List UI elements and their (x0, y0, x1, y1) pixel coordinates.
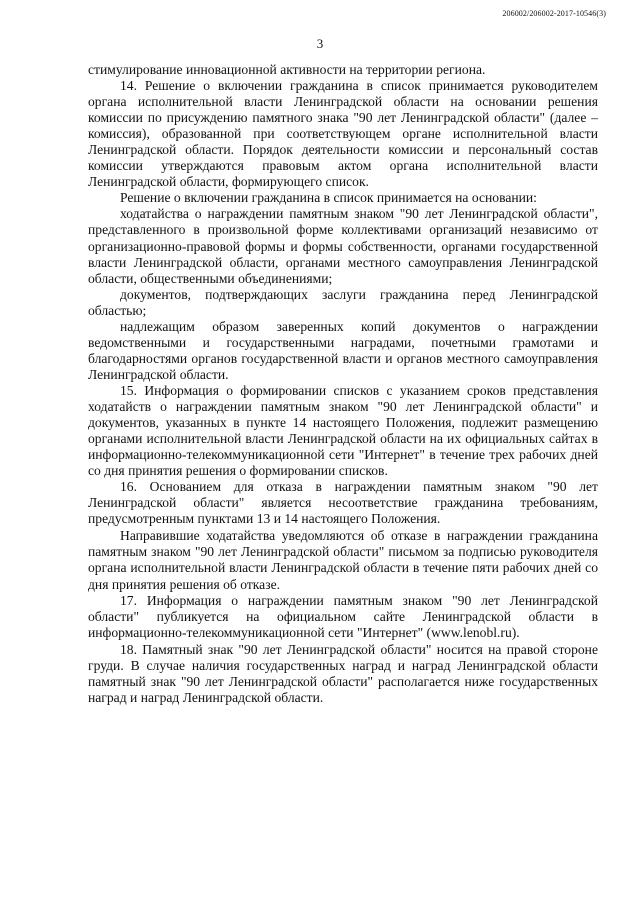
paragraph-basis-intro: Решение о включении гражданина в список принимается на основании: (120, 190, 537, 206)
paragraph-item-14: 14. Решение о включении гражданина в список принимается руководителем органа исполнительной власти Ленинградской области на основании решения комиссии по присуждению памятного знака "90 лет Ленинградской области" (далее – комиссия), образованной при соответствующем органе исполнительной власти Ленинградской области. Порядок деятельности комиссии и персональный состав комиссии утверждаются правовым актом органа исполнительной власти Ленинградской области, формирующего список. (88, 78, 598, 190)
paragraph-basis-documents: документов, подтверждающих заслуги гражданина перед Ленинградской областью; (88, 286, 598, 318)
page-number: 3 (316, 36, 324, 51)
paragraph-item-15: 15. Информация о формировании списков с указанием сроков представления ходатайств о награждении памятным знаком "90 лет Ленинградской области" и документов, указанных в пункте 14 настоящего Положения, подлежит размещению органами исполнительной власти Ленинградской области на их официальных сайтах в информационно-телекоммуникационной сети "Интернет" в течение трех рабочих дней со дня принятия решения о формировании списков. (88, 382, 598, 479)
document-body (88, 62, 598, 706)
paragraph-item-18: 18. Памятный знак "90 лет Ленинградской области" носится на правой стороне груди. В случае наличия государственных наград и наград Ленинградской области памятный знак "90 лет Ленинградской области" располагается ниже государственных наград и наград Ленинградской области. (88, 641, 598, 705)
paragraph-basis-petition: ходатайства о награждении памятным знаком "90 лет Ленинградской области", представленного в произвольной форме коллективами организаций независимо от организационно-правовой формы и формы собственности, органами государственной власти Ленинградской области, органами местного самоуправления Ленинградской области, общественными объединениями; (88, 206, 598, 286)
paragraph-basis-copies: надлежащим образом заверенных копий документов о награждении ведомственными и государственными наградами, почетными грамотами и благодарностями органов государственной власти и органов местного самоуправления Ленинградской области. (88, 318, 598, 382)
paragraph-item-17: 17. Информация о награждении памятным знаком "90 лет Ленинградской области" публикуется на официальном сайте Ленинградской области в информационно-телекоммуникационной сети "Интернет" (www.lenobl.ru). (88, 592, 598, 640)
paragraph-refusal-notice: Направившие ходатайства уведомляются об отказе в награждении гражданина памятным знаком "90 лет Ленинградской области" письмом за подписью руководителя органа исполнительной власти Ленинградской области в течение пяти рабочих дней со дня принятия решения об отказе. (88, 528, 598, 592)
paragraph-item-16: 16. Основанием для отказа в награждении памятным знаком "90 лет Ленинградской области" является несоответствие гражданина требованиям, предусмотренным пунктами 13 и 14 настоящего Положения. (88, 479, 598, 527)
paragraph-continuation: стимулирование инновационной активности на территории региона. (88, 62, 486, 77)
document-registration-code: 206002/206002-2017-10546(3) (502, 9, 606, 18)
